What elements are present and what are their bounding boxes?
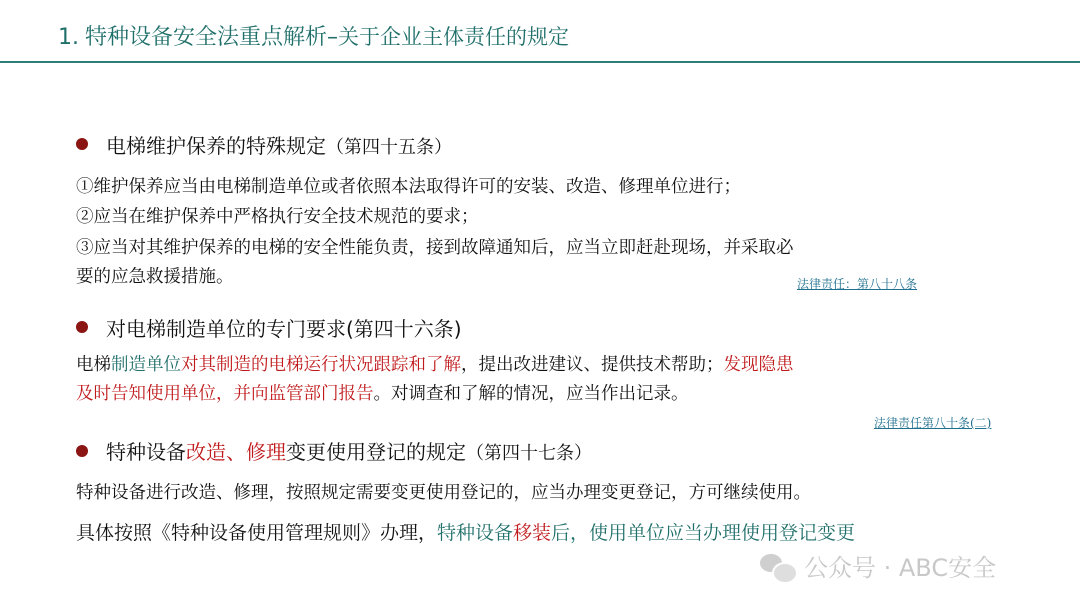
- text-span-green: 后，使用单位应当办理使用登记变更: [551, 522, 856, 544]
- text-span-red: 对其制造的电梯运行状况跟踪和了解: [181, 355, 461, 375]
- section1-line2: ②应当在维护保养中严格执行安全技术规范的要求；: [76, 207, 479, 227]
- section2-heading-ref: (第四十六条): [346, 317, 462, 341]
- section1-law-link[interactable]: 法律责任：第八十八条: [797, 277, 918, 291]
- text-span: 具体按照《特种设备使用管理规则》办理，: [76, 522, 438, 544]
- section1-line1: ①维护保养应当由电梯制造单位或者依照本法取得许可的安装、改造、修理单位进行；: [76, 177, 741, 197]
- header-divider: [0, 61, 1080, 63]
- text-span: 特种设备: [106, 440, 186, 464]
- bullet-icon: [76, 445, 88, 457]
- text-span-red: 发现隐患: [723, 355, 794, 375]
- title-number: 1.: [58, 25, 79, 50]
- section3-heading: [106, 436, 592, 465]
- text-span-red: 改造、修理: [186, 440, 286, 464]
- watermark-text: 公众号 · ABC安全: [804, 554, 997, 582]
- section2-heading: [106, 313, 462, 342]
- text-span-green: 制造单位: [111, 355, 181, 375]
- section2-heading-text: 对电梯制造单位的专门要求: [106, 317, 346, 341]
- section3-heading-ref: （第四十七条）: [466, 443, 592, 464]
- text-span-red: 移装: [513, 522, 552, 544]
- section1-line3: ③应当对其维护保养的电梯的安全性能负责，接到故障通知后，应当立即赶赴现场，并采取必: [76, 238, 794, 258]
- page-title: [58, 20, 569, 54]
- section2-para-line1: [76, 350, 794, 380]
- wechat-icon: [760, 552, 796, 580]
- bullet-icon: [76, 321, 88, 333]
- text-span: 电梯: [76, 355, 111, 375]
- section1-heading-ref: （第四十五条）: [326, 137, 452, 158]
- title-dash: –: [327, 25, 339, 50]
- watermark: [760, 548, 996, 583]
- section1-heading: [106, 130, 452, 159]
- text-span-red: 及时告知使用单位，并向监管部门报告: [76, 384, 374, 404]
- text-span: 变更使用登记的规定: [286, 440, 466, 464]
- section1-line4: 要的应急救援措施。: [76, 267, 234, 287]
- title-sub: 关于企业主体责任的规定: [338, 25, 570, 49]
- bullet-icon: [76, 138, 88, 150]
- section2-para-line2: [76, 379, 689, 409]
- section3-line2: [76, 518, 855, 545]
- section2-law-link[interactable]: 法律责任第八十条(二): [874, 416, 992, 430]
- text-span: 。对调查和了解的情况，应当作出记录。: [373, 384, 689, 404]
- section1-heading-text: 电梯维护保养的特殊规定: [106, 134, 326, 158]
- text-span-green: 特种设备: [437, 522, 514, 544]
- text-span: ，提出改进建议、提供技术帮助；: [461, 355, 724, 375]
- title-main: 特种设备安全法重点解析: [85, 25, 328, 50]
- section3-line1: 特种设备进行改造、修理，按照规定需要变更使用登记的，应当办理变更登记，方可继续使用。: [76, 483, 811, 503]
